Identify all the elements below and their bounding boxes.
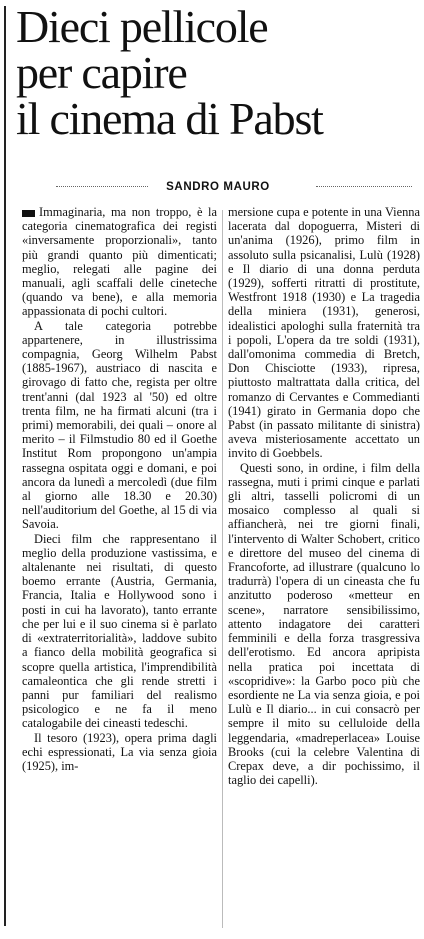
article-column-right [228,205,420,787]
paragraph: Il tesoro (1923), opera prima dagli echi espressionati, La via senza gioia (1925), im- [22,730,217,773]
headline-line-2: per capire [16,47,187,98]
left-column-rule [4,6,6,926]
byline-rule-right [316,186,412,187]
headline-line-1: Dieci pellicole [16,1,268,52]
article-column-left [22,205,217,773]
paragraph: Questi sono, in ordine, i film della rassegna, muti i primi cinque e parlati gli altri, tasselli policromi di un mosaico complesso al quali si affiancherà, nei tre giorni finali, l'intervento di Walter Schobert, critico e direttore del museo del cinema di Francoforte, ad illustrare (qualcuno lo tradurrà) l'opera di un cineasta che fu anzitutto poderoso «metteur en scene», narratore sensibilissimo, attento indagatore dei caratteri femminili e della forza trasgressiva dell'erotismo. Ed ancora apripista nella pratica poi incettata di «scopridive»: la Garbo poco più che esordiente ne La via senza gioia, e poi Lulù e Il diario... in cui consacrò per sempre il mito su celluloide della leggendaria, «madreperlacea» Louise Brooks (cui la celebre Valentina di Crepax deve, a dir pochissimo, il taglio dei capelli). [228,460,420,788]
headline [16,1,420,144]
column-divider [222,210,223,928]
byline: SANDRO MAURO [166,181,270,193]
paragraph: Dieci film che rappresentano il meglio della produzione vastissima, e altalenante nei risultati, di questo boemo errante (Austria, Germania, Francia, Italia e Hollywood sono i posti in cui ha lavorato), tanto errante che per lui e il suo cinema si è parlato di «extraterritorialità», laddove subito a fianco della mobilità geografica si scopre quella artistica, l'imprendibilità camaleontica che gli rende stretti i panni pur familiari del realismo psicologico e ne fa il meno catalogabile dei cineasti tedeschi. [22,531,217,731]
paragraph: A tale categoria potrebbe appartenere, in illustrissima compagnia, Georg Wilhelm Pabst (1885-1967), austriaco di nascita e girovago di fatto che, regista per oltre trent'anni (dal 1923 al '50) ed oltre trenta film, ne ha firmati alcuni (tra i primi) memorabili, dei quali – onore al merito – il Filmstudio 80 ed il Goethe Institut Rom propongono un'ampia rassegna ospitata oggi e domani, e poi ancora da lunedì a mercoledì (due film al giorno alle 18.30 e 20.30) nell'auditorium del Goethe, al 15 di via Savoia. [22,318,217,532]
paragraph-text: Immaginaria, ma non troppo, è la categoria cinematografica dei registi «inversamente proporzionali», tanto più grandi quanto più dimenticati; meglio, relegati alle pagine dei manuali, agli scaffali delle cineteche (quando va bene), e alla memoria appassionata di pochi cultori. [22,205,217,319]
byline-row [16,178,420,196]
paragraph [22,205,217,319]
headline-line-3: il cinema di Pabst [16,93,323,144]
paragraph: mersione cupa e potente in una Vienna lacerata dal dopoguerra, Misteri di un'anima (1926), primo film in assoluto sulla psicanalisi, Lulù (1928) e Il diario di una donna perduta (1929), sofferti ritratti di prostitute, Westfront 1918 (1930) e La tragedia della miniera (1931), generosi, idealistici apologhi sulla fraternità tra i popoli, L'opera da tre soldi (1931), dall'omonima commedia di Bretch, Don Chisciotte (1933), ripresa, piuttosto maltrattata dalla critica, del romanzo di Cervantes e Commedianti (1941) girato in Germania dopo che Pabst (in passato militante di sinistra) aveva misteriosamente accettato un invito di Goebbels. [228,205,420,461]
paragraph-marker-icon [22,210,35,217]
